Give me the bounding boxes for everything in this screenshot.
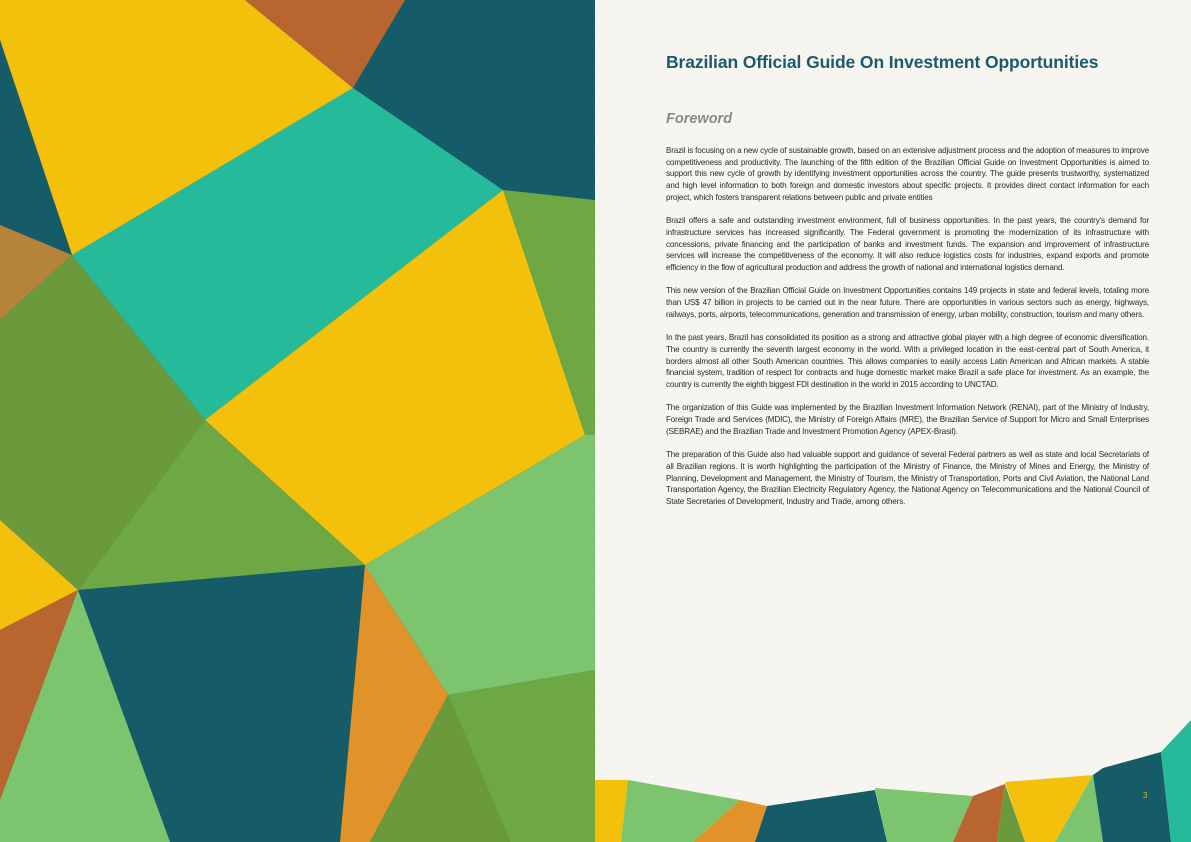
page-number: 3 <box>1143 791 1148 800</box>
foreword-paragraph: The organization of this Guide was implemented by the Brazilian Investment Information Network (RENAI), part of the Ministry of Industry, Foreign Trade and Services (MDIC), the Ministry of Foreign Affairs (MRE), the Brazilian Service of Support for Micro and Small Enterprises (SEBRAE) and the Brazilian Trade and Investment Promotion Agency (APEX-Brasil). <box>666 403 1149 436</box>
foreword-paragraph: This new version of the Brazilian Official Guide on Investment Opportunities contains 149 projects in state and federal levels, totaling more than US$ 47 billion in projects to be carried out in the near future. There are opportunities in various sectors such as energy, highways, railways, ports, airports, telecommunications, generation and transmission of energy, urban mobility, construction, tourism and many others. <box>666 286 1149 319</box>
foreword-page <box>595 0 1191 842</box>
foreword-paragraph: The preparation of this Guide also had valuable support and guidance of several Federal partners as well as state and local Secretariats of all Brazilian regions. It is worth highlighting the participation of the Ministry of Finance, the Ministry of Mines and Energy, the Ministry of Planning, Development and Management, the Ministry of Tourism, the Ministry of Transportation, Ports and Civil Aviation, the National Land Transportation Agency, the Brazilian Electricity Regulatory Agency, the National Agency on Telecommunications and the National Council of State Secretaries of Development, Industry and Trade, among others. <box>666 450 1149 507</box>
document-title: Brazilian Official Guide On Investment Opportunities <box>666 52 1099 72</box>
foreword-paragraph: Brazil offers a safe and outstanding investment environment, full of business opportunities. In the past years, the country's demand for infrastructure services has increased significantly. The Federal government is promoting the modernization of its infrastructure with concessions, private financing and the participation of banks and investment funds. The expansion and improvement of infrastructure services will increase the competitiveness of the economy. It will also reduce logistics costs for industries, expand exports and promote efficiency in the flow of agricultural production and address the growth of national and international logistics demand. <box>666 216 1149 273</box>
section-heading-foreword: Foreword <box>666 111 733 127</box>
foreword-paragraph: In the past years, Brazil has consolidated its position as a strong and attractive global player with a high degree of economic diversification. The country is currently the seventh largest economy in the world. With a privileged location in the east-central part of South America, it borders almost all other South American countries. This allows companies to easily access Latin American and African markets. A stable financial system, tradition of respect for contracts and huge domestic market make Brazil a safe place for investment. As an example, the country is currently the eighth biggest FDI destination in the world in 2015 according to UNCTAD. <box>666 333 1149 390</box>
bottom-mosaic-band <box>595 0 1191 842</box>
geometric-mosaic-artwork <box>0 0 595 842</box>
foreword-paragraph: Brazil is focusing on a new cycle of sustainable growth, based on an extensive adjustment process and the adoption of measures to improve competitiveness and productivity. The launching of the fifth edition of the Brazilian Official Guide on Investment Opportunities is aimed to support this new cycle of growth by identifying investment opportunities across the country. The guide presents trustworthy, systematized and high level information to both foreign and domestic investors about specific projects. It provides direct contact information for each project, which fosters transparent relations between public and private entities <box>666 146 1149 202</box>
band-tile-teal-right <box>1093 752 1171 842</box>
band-tile-teal-mid <box>755 790 887 842</box>
